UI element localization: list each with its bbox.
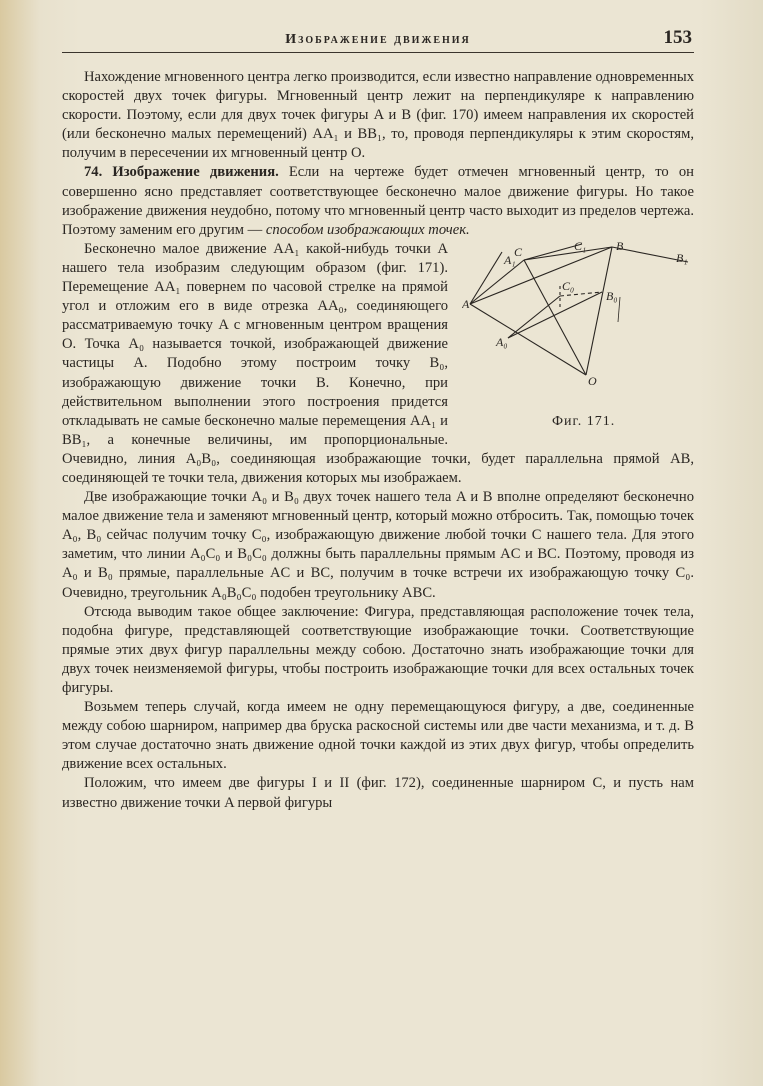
label-O: O — [588, 373, 597, 388]
line-CB — [524, 247, 612, 260]
section-heading: 74. Изображение движения. — [84, 164, 279, 181]
label-A0: A₀ — [496, 334, 508, 349]
figure-171 — [462, 242, 694, 435]
line-BO — [586, 247, 612, 375]
line-A0B0 — [508, 292, 602, 338]
paragraph-image-points: Две изображающие точки A₀ и B₀ двух точек нашего тела A и B вполне определяют бесконечно малое движение тела и заменяют мгновенный центр, который можно отбросить. Так, помощью точек A₀, B₀ сейчас получим точку C₀, изображающую движение любой точки C нашего тела. Для этого заметим, что линии A₀C₀ и B₀C₀ должны быть параллельны прямым AC и BC. Поэтому, проводя из A₀ и B₀ прямые, параллельные AC и BC, получим в точке встречи их изображающую точку C₀. Очевидно, треугольник A₀B₀C₀ подобен треугольнику ABC. — [62, 489, 694, 601]
label-C: C — [514, 244, 523, 259]
page-number: 153 — [663, 27, 692, 48]
label-B1: B₁ — [676, 250, 688, 265]
figure-caption: Фиг. 171. — [552, 413, 616, 429]
label-B: B — [616, 241, 624, 253]
line-AA1 — [470, 252, 502, 304]
paragraph-section-74 — [62, 163, 694, 239]
paragraph-conclusion: Отсюда выводим такое общее заключение: Фигура, представляющая расположение точек тела, подобна фигуре, представляющей соответствующие изображающие точки. Соответствующие прямые этих двух фигур параллельны между собою. Достаточно знать изображающие точки для двух точек неизменяемой фигуры, чтобы построить изображающие точки для всех остальных точек фигуры. — [62, 603, 694, 696]
label-A1: A₁ — [504, 252, 516, 267]
line-A0C0 — [508, 296, 560, 338]
paragraph-hinged-figures: Возьмем теперь случай, когда имеем не одну перемещающуюся фигуру, а две, соединенные между собою шарниром, например два бруска раскосной системы или две части механизма, и т. д. В этом случае достаточно знать движение одной точки каждой из этих двух фигур, чтобы определить движение всех остальных. — [62, 699, 694, 773]
label-A: A — [462, 296, 470, 311]
label-C1: C₁ — [574, 241, 587, 253]
paragraph-instant-center: Нахождение мгновенного центра легко производится, если известно направление одновременных скоростей двух точек фигуры. Мгновенный центр лежит на перпендикуляре к направлению скорости. Поэтому, если для двух точек фигуры A и B (фиг. 170) имеем направления их скоростей (или бесконечно малых перемещений) AA₁ и BB₁, то, проводя перпендикуляры к этим скоростям, получим в пересечении их мгновенный центр O. — [62, 69, 694, 162]
section-text: Если на чертеже будет отмечен мгновенный центр, то он совершенно ясно представляет соответствующее бесконечно малое движение фигуры. Но такое изображение движения неудобно, потому что мгновенный центр часто выходит из пределов чертежа. Поэтому заменим его другим — — [62, 164, 694, 238]
paragraph-infinitesimal-motion: Бесконечно малое движение AA₁ какой-нибудь точки A нашего тела изобразим следующим образом (фиг. 171). Перемещение AA₁ повернем по часовой стрелке на прямой угол и отложим его в виде отрезка AA₀, соединяющего рассматриваемую точку A с мгновенным центром вращения O. Точка A₀ называется точкой, изображающей движение частицы A. Подобно этому построим точку B₀, изображающую движение точки B. Конечно, при действительном выполнении этого построения придется откладывать не самые бесконечно малые перемещения AA₁ и BB₁, а конечные величины, им пропорциональные. Очевидно, линия A₀B₀, соединяющая изображающие точки, будет параллельна прямой AB, соединяющей те точки тела, движения которых мы изображаем. — [62, 240, 694, 486]
line-AC — [470, 260, 524, 304]
label-B0: B₀ — [606, 288, 618, 303]
section-text-italic: способом изображающих точек. — [265, 221, 470, 238]
page-body — [62, 68, 694, 813]
label-C0: C₀ — [562, 278, 575, 293]
figure-171-diagram — [462, 242, 694, 412]
paragraph-two-figures: Положим, что имеем две фигуры I и II (фиг. 172), соединенные шарниром C, и пусть нам известно движение точки A первой фигуры — [62, 775, 694, 811]
running-title: Изображение движения — [285, 32, 471, 47]
line-mark — [618, 297, 620, 322]
line-AO — [470, 304, 586, 375]
page-header — [62, 24, 694, 53]
